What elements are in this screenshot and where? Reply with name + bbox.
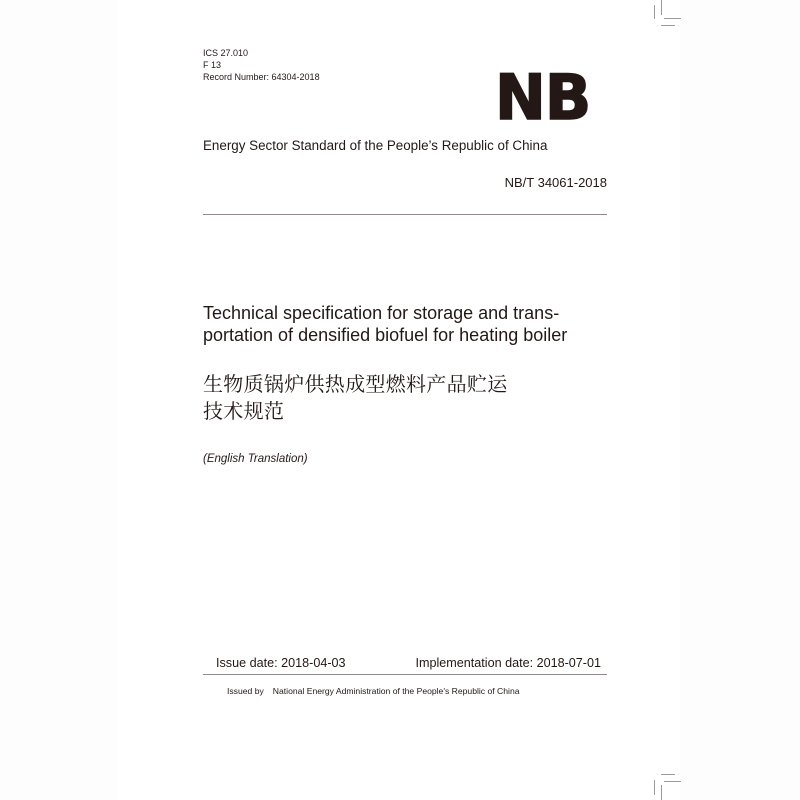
english-title-line-2: portation of densified biofuel for heating boiler [203,325,568,345]
issue-date: Issue date: 2018-04-03 [216,656,346,670]
chinese-title-line-1: 生物质锅炉供热成型燃料产品贮运 [203,374,508,396]
crop-mark-icon [661,25,675,26]
crop-mark-icon [654,780,655,795]
chinese-title [203,372,508,426]
classification-block [203,47,320,83]
sector-title: Energy Sector Standard of the People’s Republic of China [203,138,548,153]
crop-mark-icon [664,781,681,782]
ics-code: ICS 27.010 [203,48,249,58]
english-title-line-1: Technical specification for storage and trans- [203,303,560,323]
footer-divider [203,674,607,675]
crop-mark-icon [664,18,681,19]
issued-by-label: Issued by [227,686,264,696]
record-number: Record Number: 64304-2018 [203,72,320,82]
header-divider [203,214,607,215]
nb-logo: NB [495,61,591,134]
issuer-name: National Energy Administration of the People's Republic of China [272,686,520,696]
issued-by-line [227,685,520,697]
translation-note: (English Translation) [203,453,308,465]
crop-mark-icon [661,774,675,775]
implementation-date: Implementation date: 2018-07-01 [415,656,601,670]
chinese-title-line-2: 技术规范 [203,401,285,423]
crop-mark-icon [661,0,662,15]
ccs-code: F 13 [203,60,222,70]
english-title [203,302,567,346]
crop-mark-icon [654,5,655,19]
crop-mark-icon [661,785,662,800]
standard-number: NB/T 34061-2018 [504,175,607,190]
